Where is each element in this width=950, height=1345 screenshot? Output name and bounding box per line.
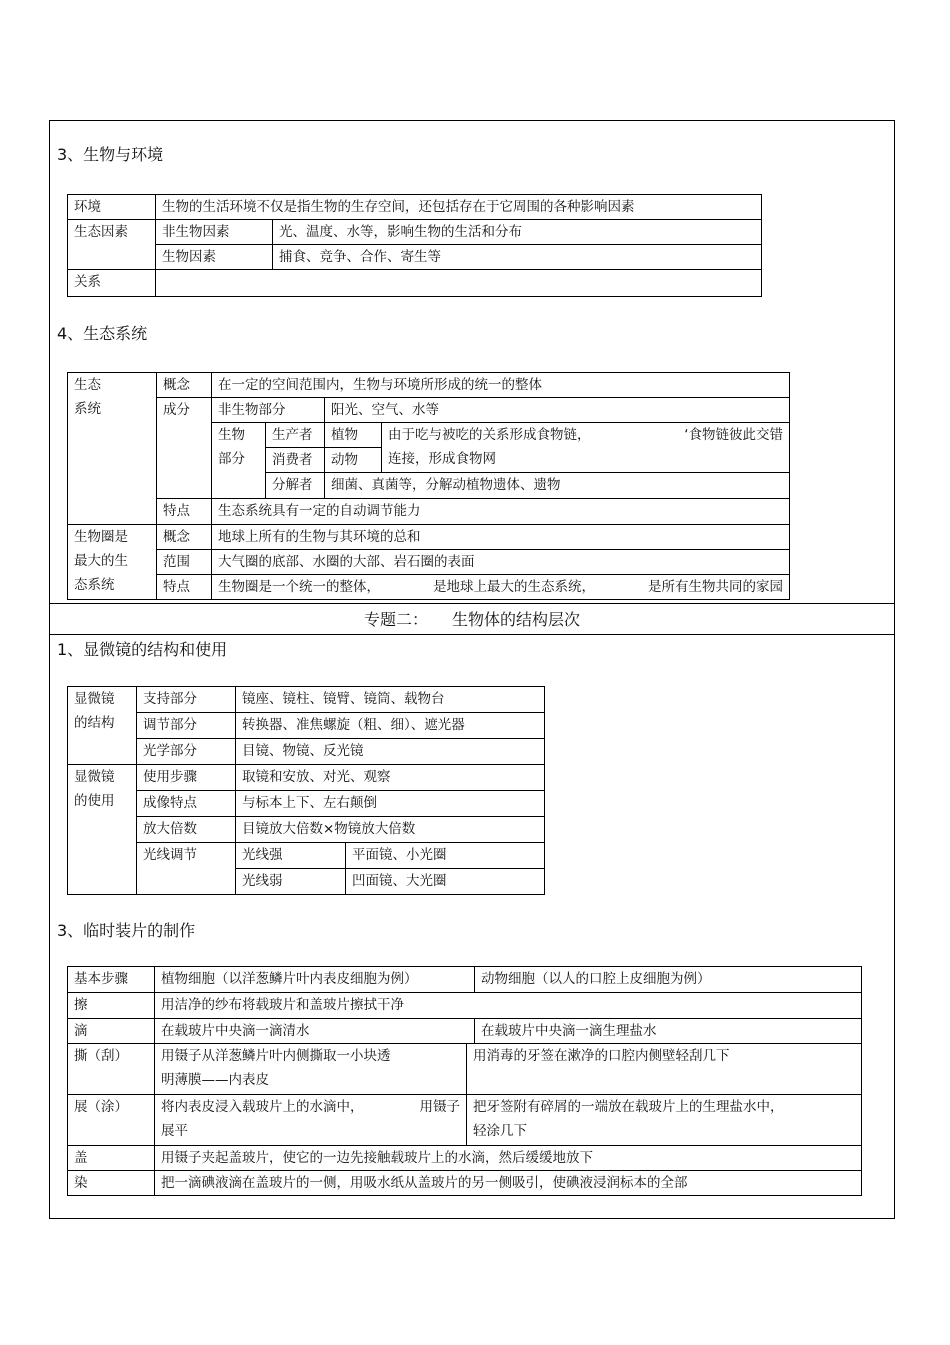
cell-imaging: 成像特点 — [137, 791, 236, 817]
spread-plant-line1-a: 将内表皮浸入载玻片上的水滴中， — [161, 1099, 364, 1115]
cell-wipe: 擦 — [68, 993, 155, 1019]
cell-magnification-text: 目镜放大倍数×物镜放大倍数 — [236, 817, 545, 843]
food-chain-line1 — [388, 423, 783, 447]
cell-stain-text: 把一滴碘液滴在盖玻片的一侧，用吸水纸从盖玻片的另一侧吸引，使碘液浸润标本的全部 — [155, 1171, 862, 1196]
micro-structure-line2: 的结构 — [74, 715, 115, 731]
bio-part-line1: 生物 — [218, 427, 245, 443]
micro-structure-line1: 显微镜 — [74, 691, 115, 707]
cell-optical: 光学部分 — [137, 739, 236, 765]
cell-micro-structure — [68, 687, 137, 765]
cell-relation-text — [156, 270, 762, 297]
food-chain-line2: 连接，形成食物网 — [388, 451, 496, 467]
section-title-environment: 3、生物与环境 — [57, 145, 164, 164]
micro-use-line1: 显微镜 — [74, 769, 115, 785]
cell-header-plant: 植物细胞（以洋葱鳞片叶内表皮细胞为例） — [155, 967, 475, 993]
cell-decomposer: 分解者 — [266, 473, 325, 499]
cell-nonbio-part-text: 阳光、空气、水等 — [325, 398, 790, 423]
cell-light-weak: 光线弱 — [236, 869, 346, 895]
spread-plant-line1-b: 用镊子 — [419, 1099, 460, 1115]
cell-adjust-text: 转换器、准焦螺旋（粗、细）、遮光器 — [236, 713, 545, 739]
cell-wipe-text: 用洁净的纱布将载玻片和盖玻片擦拭干净 — [155, 993, 862, 1019]
cell-nonbio-factor: 非生物因素 — [156, 220, 273, 245]
cell-adjust: 调节部分 — [137, 713, 236, 739]
cell-light-strong: 光线强 — [236, 843, 346, 869]
cell-nonbio-part: 非生物部分 — [212, 398, 325, 423]
cell-bio-factor: 生物因素 — [156, 245, 273, 270]
cell-light-adjust: 光线调节 — [137, 843, 236, 895]
cell-eco-factor: 生态因素 — [68, 220, 156, 270]
cell-env-label: 环境 — [68, 195, 156, 220]
cell-light-weak-text: 凹面镜、大光圈 — [346, 869, 545, 895]
cell-biosphere-label — [68, 525, 157, 600]
biosphere-label-line2: 最大的生 — [74, 553, 128, 569]
tear-plant-line2: 明薄膜——内表皮 — [161, 1072, 269, 1088]
section-title-slide-prep: 3、临时装片的制作 — [57, 921, 196, 940]
cell-spread-plant — [155, 1095, 467, 1146]
cell-env-text: 生物的生活环境不仅是指生物的生存空间，还包括存在于它周围的各种影响因素 — [156, 195, 762, 220]
topic-heading — [49, 603, 895, 633]
biosphere-feature-a: 生物圈是一个统一的整体， — [218, 579, 380, 595]
tear-plant-line1: 用镊子从洋葱鳞片叶内侧撕取一小块透 — [161, 1048, 391, 1064]
cell-ecosystem-label — [68, 373, 157, 525]
cell-drop-plant: 在载玻片中央滴一滴清水 — [155, 1019, 475, 1044]
biosphere-label-line3: 态系统 — [74, 577, 115, 593]
cell-cover: 盖 — [68, 1146, 155, 1171]
cell-biosphere-range-text: 大气圈的底部、水圈的大部、岩石圈的表面 — [212, 550, 790, 575]
ecosystem-label-line2: 系统 — [74, 401, 101, 417]
cell-biosphere-concept-text: 地球上所有的生物与其环境的总和 — [212, 525, 790, 550]
cell-cover-text: 用镊子夹起盖玻片，使它的一边先接触载玻片上的水滴，然后缓缓地放下 — [155, 1146, 862, 1171]
spread-animal-line2: 轻涂几下 — [473, 1123, 527, 1139]
cell-bio-part — [212, 423, 266, 499]
cell-feature-text: 生态系统具有一定的自动调节能力 — [212, 499, 790, 525]
cell-optical-text: 目镜、物镜、反光镜 — [236, 739, 545, 765]
cell-light-strong-text: 平面镜、小光圈 — [346, 843, 545, 869]
cell-spread-animal — [467, 1095, 862, 1146]
cell-food-chain-text — [382, 423, 790, 473]
spread-animal-line1: 把牙签附有碎屑的一端放在载玻片上的生理盐水中， — [473, 1099, 784, 1115]
cell-tear: 撕（刮） — [68, 1044, 155, 1095]
cell-consumer: 消费者 — [266, 448, 325, 473]
cell-component-label: 成分 — [157, 398, 212, 499]
cell-decomposer-text: 细菌、真菌等，分解动植物遗体、遗物 — [325, 473, 790, 499]
biosphere-feature-row — [218, 575, 783, 599]
cell-spread: 展（涂） — [68, 1095, 155, 1146]
slide-prep-table — [67, 966, 862, 1196]
cell-producer: 生产者 — [266, 423, 325, 448]
cell-feature-label: 特点 — [157, 499, 212, 525]
ecosystem-label-line1: 生态 — [74, 377, 101, 393]
cell-animal: 动物 — [325, 448, 382, 473]
cell-header-animal: 动物细胞（以人的口腔上皮细胞为例） — [475, 967, 862, 993]
cell-nonbio-factor-text: 光、温度、水等，影响生物的生活和分布 — [273, 220, 762, 245]
cell-tear-plant — [155, 1044, 467, 1095]
food-chain-line1-b: ‘食物链彼此交错 — [684, 427, 783, 443]
cell-magnification: 放大倍数 — [137, 817, 236, 843]
spread-plant-line1 — [161, 1095, 460, 1119]
environment-table — [67, 194, 762, 297]
ecosystem-table — [67, 372, 790, 600]
cell-steps: 使用步骤 — [137, 765, 236, 791]
topic-heading-title: 生物体的结构层次 — [452, 609, 581, 629]
cell-header-steps: 基本步骤 — [68, 967, 155, 993]
spread-plant-line2: 展平 — [161, 1123, 188, 1139]
biosphere-feature-c: 是所有生物共同的家园 — [648, 579, 783, 595]
cell-micro-use — [68, 765, 137, 895]
section-title-ecosystem: 4、生态系统 — [57, 324, 148, 343]
micro-use-line2: 的使用 — [74, 793, 115, 809]
cell-biosphere-range-label: 范围 — [157, 550, 212, 575]
cell-tear-animal: 用消毒的牙签在漱净的口腔内侧壁轻刮几下 — [467, 1044, 862, 1095]
cell-plant: 植物 — [325, 423, 382, 448]
cell-relation-label: 关系 — [68, 270, 156, 297]
cell-drop: 滴 — [68, 1019, 155, 1044]
cell-stain: 染 — [68, 1171, 155, 1196]
cell-support: 支持部分 — [137, 687, 236, 713]
cell-concept-label: 概念 — [157, 373, 212, 398]
cell-biosphere-feature-text — [212, 575, 790, 600]
cell-concept-text: 在一定的空间范围内，生物与环境所形成的统一的整体 — [212, 373, 790, 398]
food-chain-line1-a: 由于吃与被吃的关系形成食物链， — [388, 427, 591, 443]
bio-part-line2: 部分 — [218, 451, 245, 467]
biosphere-feature-b: 是地球上最大的生态系统， — [433, 579, 595, 595]
section-title-microscope: 1、显微镜的结构和使用 — [57, 640, 228, 659]
biosphere-label-line1: 生物圈是 — [74, 529, 128, 545]
cell-imaging-text: 与标本上下、左右颠倒 — [236, 791, 545, 817]
divider-bottom — [49, 634, 895, 635]
topic-heading-prefix: 专题二： — [363, 609, 428, 629]
cell-biosphere-concept-label: 概念 — [157, 525, 212, 550]
microscope-table — [67, 686, 545, 895]
cell-bio-factor-text: 捕食、竞争、合作、寄生等 — [273, 245, 762, 270]
cell-support-text: 镜座、镜柱、镜臂、镜筒、载物台 — [236, 687, 545, 713]
cell-drop-animal: 在载玻片中央滴一滴生理盐水 — [475, 1019, 862, 1044]
cell-biosphere-feature-label: 特点 — [157, 575, 212, 600]
cell-steps-text: 取镜和安放、对光、观察 — [236, 765, 545, 791]
